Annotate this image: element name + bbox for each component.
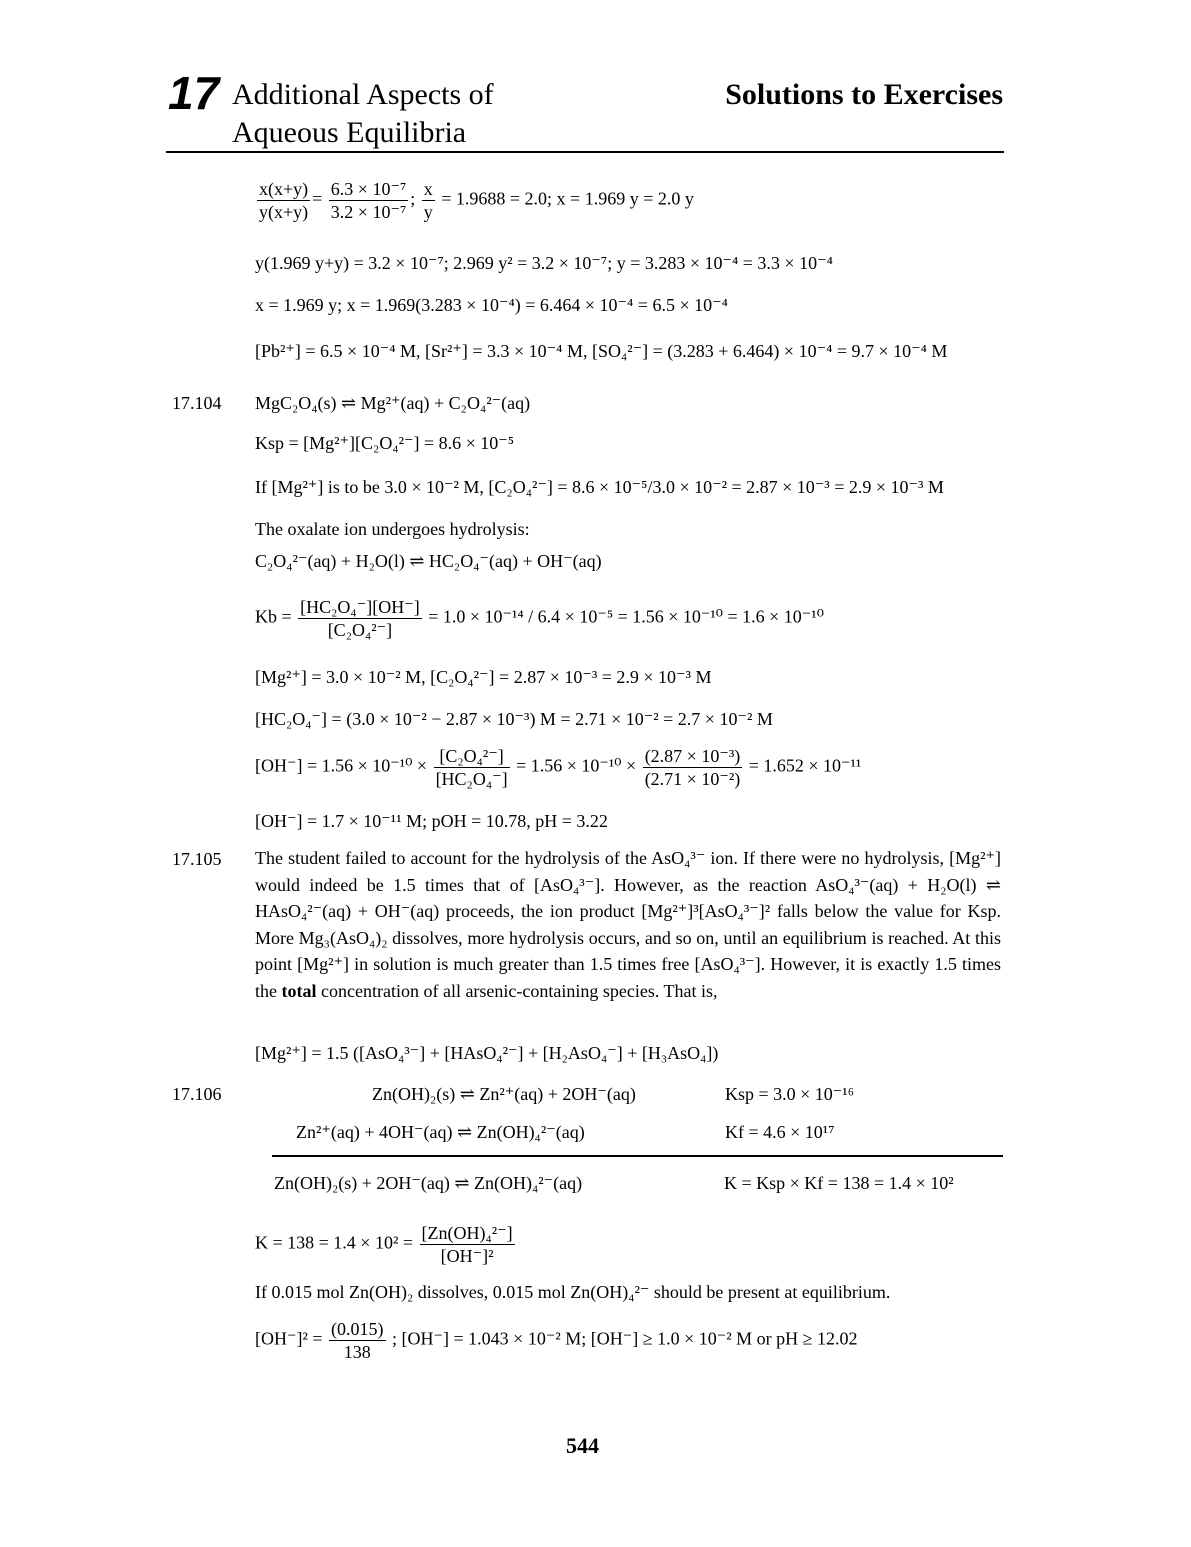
kb-result: = 1.0 × 10⁻¹⁴ / 6.4 × 10⁻⁵ = 1.56 × 10⁻¹⁰ = 1.6 × 10⁻¹⁰ — [428, 606, 824, 627]
hydroxide-fraction-2-numerator: (2.87 × 10⁻³) — [644, 746, 741, 766]
dissolution-condition-line: If 0.015 mol Zn(OH)₂ dissolves, 0.015 mol Zn(OH)₄²⁻ should be present at equilibrium. — [255, 1282, 891, 1302]
exercise-number-17-106: 17.106 — [172, 1084, 222, 1104]
header-rule — [166, 151, 1004, 153]
final-hydroxide-numerator: (0.015) — [331, 1319, 384, 1339]
final-hydroxide-result: ; [OH⁻] = 1.043 × 10⁻² M; [OH⁻] ≥ 1.0 × 10⁻² M or pH ≥ 12.02 — [392, 1328, 858, 1349]
section-label: Solutions to Exercises — [725, 78, 1003, 111]
hydrolysis-intro: The oxalate ion undergoes hydrolysis: — [255, 519, 530, 539]
concentrations-line: [Pb²⁺] = 6.5 × 10⁻⁴ M, [Sr²⁺] = 3.3 × 10⁻⁴ M, [SO₄²⁻] = (3.283 + 6.464) × 10⁻⁴ = 9.7 × 10⁻⁴ M — [255, 341, 948, 361]
chapter-title-line1: Additional Aspects of — [232, 78, 494, 111]
k-equation — [255, 1222, 517, 1267]
hydroxide-calculation — [255, 745, 861, 790]
exercise-number-17-105: 17.105 — [172, 849, 222, 869]
ratio-result: = 1.9688 = 2.0; x = 1.969 y = 2.0 y — [441, 188, 694, 209]
oxalate-requirement-line: If [Mg²⁺] is to be 3.0 × 10⁻² M, [C₂O₄²⁻] = 8.6 × 10⁻⁵/3.0 × 10⁻² = 2.87 × 10⁻³ = 2.9 × 10⁻³ M — [255, 477, 944, 497]
k-denominator: [OH⁻]² — [440, 1246, 494, 1266]
kb-denominator: [C₂O₄²⁻] — [327, 620, 393, 640]
mg-oxalate-concentration-line: [Mg²⁺] = 3.0 × 10⁻² M, [C₂O₄²⁻] = 2.87 × 10⁻³ = 2.9 × 10⁻³ M — [255, 667, 712, 687]
zn-hydroxide-dissolution: Zn(OH)₂(s) ⇌ Zn²⁺(aq) + 2OH⁻(aq) — [372, 1084, 636, 1104]
mgc2o4-dissolution-reaction: MgC₂O₄(s) ⇌ Mg²⁺(aq) + C₂O₄²⁻(aq) — [255, 393, 531, 413]
ratio-fraction-1-denominator: y(x+y) — [259, 202, 309, 222]
explanation-bold-word: total — [281, 980, 317, 1001]
hydroxide-fraction-2-denominator: (2.71 × 10⁻²) — [644, 769, 741, 789]
kb-lhs: Kb = — [255, 606, 292, 627]
explanation-paragraph — [255, 845, 1001, 1004]
page-number: 544 — [566, 1433, 599, 1458]
sum-rule — [272, 1155, 1003, 1157]
ksp-zn-hydroxide: Ksp = 3.0 × 10⁻¹⁶ — [725, 1084, 854, 1104]
explanation-text-1: The student failed to account for the hydrolysis of the AsO₄³⁻ ion. If there were no hydrolysis, [Mg²⁺] would indeed be 1.5 times that of [AsO₄³⁻]. However, as the reaction AsO₄³⁻(aq) + H₂O(l) ⇌ HAsO₄²⁻(aq) + OH⁻(aq) proceeds, the ion product [Mg²⁺]³[AsO₄³⁻]² falls below the value for Ksp. More Mg₃(AsO₄)₂ dissolves, more hydrolysis occurs, and so on, until an equilibrium is reached. At this point [Mg²⁺] in solution is much greater than 1.5 times free [AsO₄³⁻]. However, it is exactly 1.5 times the — [255, 848, 1001, 1001]
kb-fraction — [298, 596, 422, 641]
chapter-title-line2: Aqueous Equilibria — [232, 116, 467, 149]
hydrogen-oxalate-concentration-line: [HC₂O₄⁻] = (3.0 × 10⁻² − 2.87 × 10⁻³) M = 2.71 × 10⁻² = 2.7 × 10⁻² M — [255, 709, 773, 729]
exercise-number-17-104: 17.104 — [172, 393, 222, 413]
ksp-expression: Ksp = [Mg²⁺][C₂O₄²⁻] = 8.6 × 10⁻⁵ — [255, 433, 515, 453]
k-numerator: [Zn(OH)₄²⁻] — [421, 1223, 513, 1243]
hydroxide-fraction-1 — [434, 745, 510, 790]
kb-numerator: [HC₂O₄⁻][OH⁻] — [300, 597, 420, 617]
chapter-number: 17 — [168, 67, 220, 119]
ratio-fraction-2-denominator: 3.2 × 10⁻⁷ — [330, 202, 407, 222]
hydroxide-fraction-2 — [643, 745, 743, 790]
hydroxide-lhs: [OH⁻] = 1.56 × 10⁻¹⁰ × — [255, 755, 428, 776]
hydroxide-fraction-1-numerator: [C₂O₄²⁻] — [434, 745, 510, 768]
x-solution-line: x = 1.969 y; x = 1.969(3.283 × 10⁻⁴) = 6.464 × 10⁻⁴ = 6.5 × 10⁻⁴ — [255, 295, 728, 315]
hydroxide-result: = 1.652 × 10⁻¹¹ — [748, 755, 862, 776]
ratio-fraction-2 — [329, 178, 408, 223]
explanation-text-2: concentration of all arsenic-containing species. That is, — [321, 980, 718, 1001]
final-hydroxide-fraction — [329, 1318, 386, 1363]
final-hydroxide-denominator: 138 — [343, 1342, 371, 1362]
kf-zincate: Kf = 4.6 × 10¹⁷ — [725, 1122, 835, 1142]
ratio-equation: $\frac{x(x+y)}{y(x+y)}$ = $\frac{\text{6.3 × 10⁻⁷}}{\text{3.2 × 10⁻⁷}}$ ; $\frac{x}{y}$ = 1.9688 = 2.0; x = 1.969 y = 2.0 y — [259, 179, 694, 222]
k-fraction — [420, 1222, 515, 1267]
hydroxide-mid: = 1.56 × 10⁻¹⁰ × — [516, 755, 637, 776]
ratio-fraction-1-numerator: x(x+y) — [259, 179, 309, 199]
y-solution-line: y(1.969 y+y) = 3.2 × 10⁻⁷; 2.969 y² = 3.2 × 10⁻⁷; y = 3.283 × 10⁻⁴ = 3.3 × 10⁻⁴ — [255, 253, 833, 273]
ratio-fraction-2-numerator: 6.3 × 10⁻⁷ — [330, 179, 407, 199]
ratio-fraction-1 — [257, 178, 310, 223]
k-lhs: K = 138 = 1.4 × 10² = — [255, 1232, 414, 1253]
ratio-fraction-3 — [422, 178, 435, 223]
overall-reaction: Zn(OH)₂(s) + 2OH⁻(aq) ⇌ Zn(OH)₄²⁻(aq) — [274, 1173, 583, 1193]
zincate-formation: Zn²⁺(aq) + 4OH⁻(aq) ⇌ Zn(OH)₄²⁻(aq) — [296, 1122, 585, 1142]
overall-k: K = Ksp × Kf = 138 = 1.4 × 10² — [724, 1173, 954, 1193]
hydroxide-fraction-1-denominator: [HC₂O₄⁻] — [435, 769, 508, 789]
ratio-fraction-3-numerator: x — [423, 179, 433, 199]
final-hydroxide-lhs: [OH⁻]² = — [255, 1328, 323, 1349]
mg-total-arsenic-equation: [Mg²⁺] = 1.5 ([AsO₄³⁻] + [HAsO₄²⁻] + [H₂AsO₄⁻] + [H₃AsO₄]) — [255, 1043, 719, 1063]
oxalate-hydrolysis-reaction: C₂O₄²⁻(aq) + H₂O(l) ⇌ HC₂O₄⁻(aq) + OH⁻(aq) — [255, 551, 602, 571]
kb-equation — [255, 596, 824, 641]
ph-result-line: [OH⁻] = 1.7 × 10⁻¹¹ M; pOH = 10.78, pH = 3.22 — [255, 811, 608, 831]
final-hydroxide-equation — [255, 1318, 858, 1363]
ratio-fraction-3-denominator: y — [423, 202, 433, 222]
